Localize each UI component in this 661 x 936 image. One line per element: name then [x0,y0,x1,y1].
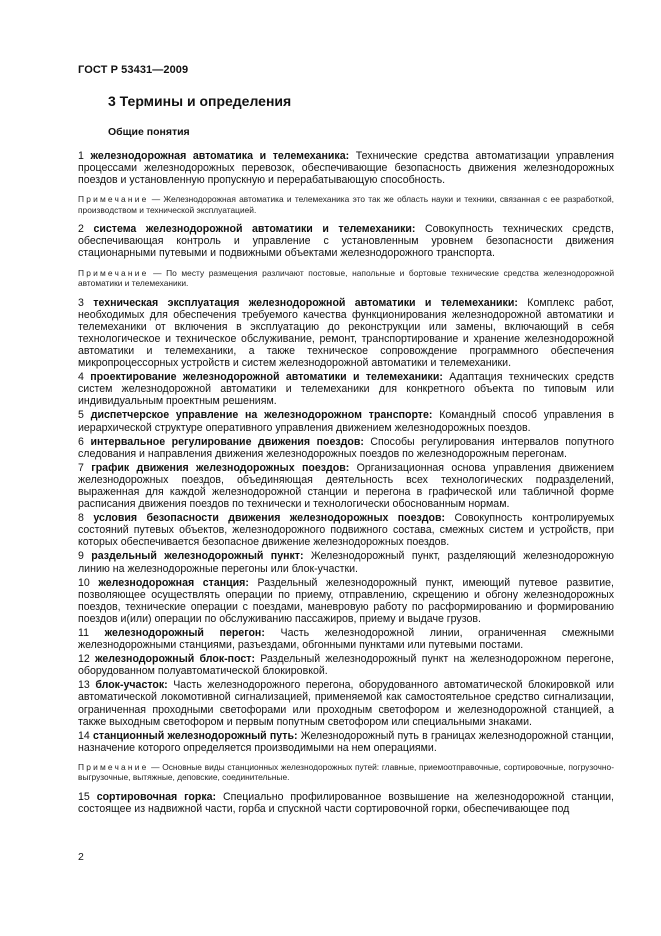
term-name: станционный железнодорожный путь: [93,729,298,742]
term-definition: Организационная основа управления движением железнодорожных поездов, объединяющая деятельность всех технологических подразделений, выраженная для каждой железнодорожной станции и перегона в графической или табличной форме расписания движения поездов по технически и технологически обоснованным нормам. [78,461,614,511]
term-name: условия безопасности движения железнодорожных поездов: [93,512,446,525]
document-header: ГОСТ Р 53431—2009 [78,64,189,76]
term-name: проектирование железнодорожной автоматики и телемеханики: [90,371,443,384]
term-definition: Способы регулирования интервалов попутного следования и направления движения железнодорожных поездов по железнодорожным перегонам. [78,435,614,460]
term-definition: Часть железнодорожного перегона, оборудованного автоматической блокировкой или автоматической локомотивной сигнализацией, применяемой как самостоятельное средство сигнализации, ограниченная проходными светофорами или проходным светофором и железнодорожной станцией, а также выходным светофором и первым попутным светофором или специальными знаками. [78,679,614,728]
term-number: 10 [78,576,90,589]
term-10 [78,577,614,625]
note-3 [78,762,614,783]
term-name: раздельный железнодорожный пункт: [91,550,304,563]
term-6 [78,436,614,460]
term-definition: Раздельный железнодорожный пункт на железнодорожном перегоне, оборудованном полуавтоматической блокировкой. [78,653,614,678]
term-9 [78,550,614,574]
term-definition: Адаптация технических средств систем железнодорожной автоматики и телемеханики для конкретного объекта по типовым или индивидуальным проектным решениям. [78,371,614,408]
term-definition: Железнодорожный путь в границах железнодорожной станции, назначение которого определяется производимыми на нем операциями. [78,729,615,754]
terms-content [78,150,614,817]
note-label: Примечание [78,194,149,205]
term-5 [78,409,614,433]
term-number: 2 [78,223,84,236]
term-definition: Часть железнодорожной линии, ограниченная смежными железнодорожными станциями, разъездами, обгонными пунктами или путевыми постами. [78,627,614,652]
note-text: — Основные виды станционных железнодорожных путей: главные, приемоотправочные, сортировочные, погрузочно-выгрузочные, вытяжные, деповские, соединительные. [78,761,614,783]
term-number: 1 [78,150,84,162]
term-definition: Раздельный железнодорожный пункт, имеющий путевое развитие, позволяющее осуществлять операции по приему, отправлению, скрещению и обгону железнодорожных поездов, технические операции с поездами, маневровую работу по расформированию и формированию поездов и(или) операции по обслуживанию пассажиров, приему и выдаче грузов. [78,576,614,625]
term-definition: Командный способ управления в иерархической структуре оперативного управления движением железнодорожных поездов. [78,409,614,434]
term-name: железнодорожная автоматика и телемеханика: [90,150,350,162]
term-name: система железнодорожной автоматики и телемеханики: [93,223,416,236]
term-definition: Специально профилированное возвышение на железнодорожной станции, состоящее из надвижной части, горба и спускной части сортировочной горки, обеспечивающее под [78,790,614,816]
term-name: железнодорожный перегон: [104,627,265,639]
term-3 [78,297,614,370]
term-4 [78,371,614,407]
term-number: 13 [78,679,90,692]
note-label: Примечание [78,267,149,278]
term-number: 9 [78,550,84,563]
subsection-title: Общие понятия [108,126,190,138]
page-number: 2 [78,851,84,863]
term-name: техническая эксплуатация железнодорожной автоматики и телемеханики: [93,296,518,309]
term-8 [78,512,614,548]
term-13 [78,679,614,727]
term-number: 11 [78,627,89,639]
term-number: 14 [78,729,90,742]
note-1 [78,194,614,215]
note-text: — Железнодорожная автоматика и телемеханика это так же область науки и техники, связанная с ее разработкой, производством и технической эксплуатацией. [78,194,615,215]
term-definition: Совокупность контролируемых состояний путевых объектов, железнодорожного подвижного состава, смежных систем и устройств, при которых обеспечивается безопасное движение железнодорожных поездов. [78,512,615,549]
note-2 [78,268,614,289]
term-definition: Комплекс работ, необходимых для обеспечения требуемого качества функционирования железнодорожной автоматики и телемеханики от включения в эксплуатацию до реконструкции или замены, включающий в себя технологическое и техническое обслуживание, ремонт, транспортирование и хранение железнодорожной автоматики и телемеханики, а также техническое сопровождение программного обеспечения микропроцессорных устройств и систем железнодорожной автоматики и телемеханики. [78,296,614,370]
term-number: 3 [78,296,84,309]
term-number: 4 [78,371,84,384]
term-name: железнодорожный блок-пост: [95,653,256,666]
term-name: сортировочная горка: [96,790,217,803]
term-number: 6 [78,435,84,448]
term-number: 5 [78,409,84,422]
term-number: 12 [78,653,90,666]
term-definition: Совокупность технических средств, обеспечивающая контроль и управление с установленным уровнем безопасности движения стационарными путевыми и подвижными объектами железнодорожного транспорта. [78,223,614,260]
term-name: блок-участок: [95,679,168,692]
note-label: Примечание [78,761,149,772]
term-12 [78,653,614,677]
term-name: график движения железнодорожных поездов: [91,461,350,474]
term-name: железнодорожная станция: [98,576,249,589]
term-name: диспетчерское управление на железнодорожном транспорте: [90,409,433,422]
term-number: 7 [78,461,84,474]
note-text: — По месту размещения различают постовые, напольные и бортовые технические средства железнодорожной автоматики и телемеханики. [78,267,615,289]
term-2 [78,223,614,259]
term-14 [78,730,614,754]
term-definition: Технические средства автоматизации управления процессами железнодорожных перевозок, обеспечивающие безопасность движения железнодорожных поездов и установленную пропускную и перерабатывающую способность. [78,150,614,187]
term-7 [78,462,614,510]
term-15 [78,791,614,815]
term-number: 8 [78,512,84,525]
section-title: 3 Термины и определения [108,93,292,109]
term-11 [78,627,614,651]
term-number: 15 [78,790,90,803]
term-1 [78,150,614,186]
term-name: интервальное регулирование движения поездов: [90,435,364,448]
term-definition: Железнодорожный пункт, разделяющий железнодорожную линию на железнодорожные перегоны или блок-участки. [78,550,614,575]
